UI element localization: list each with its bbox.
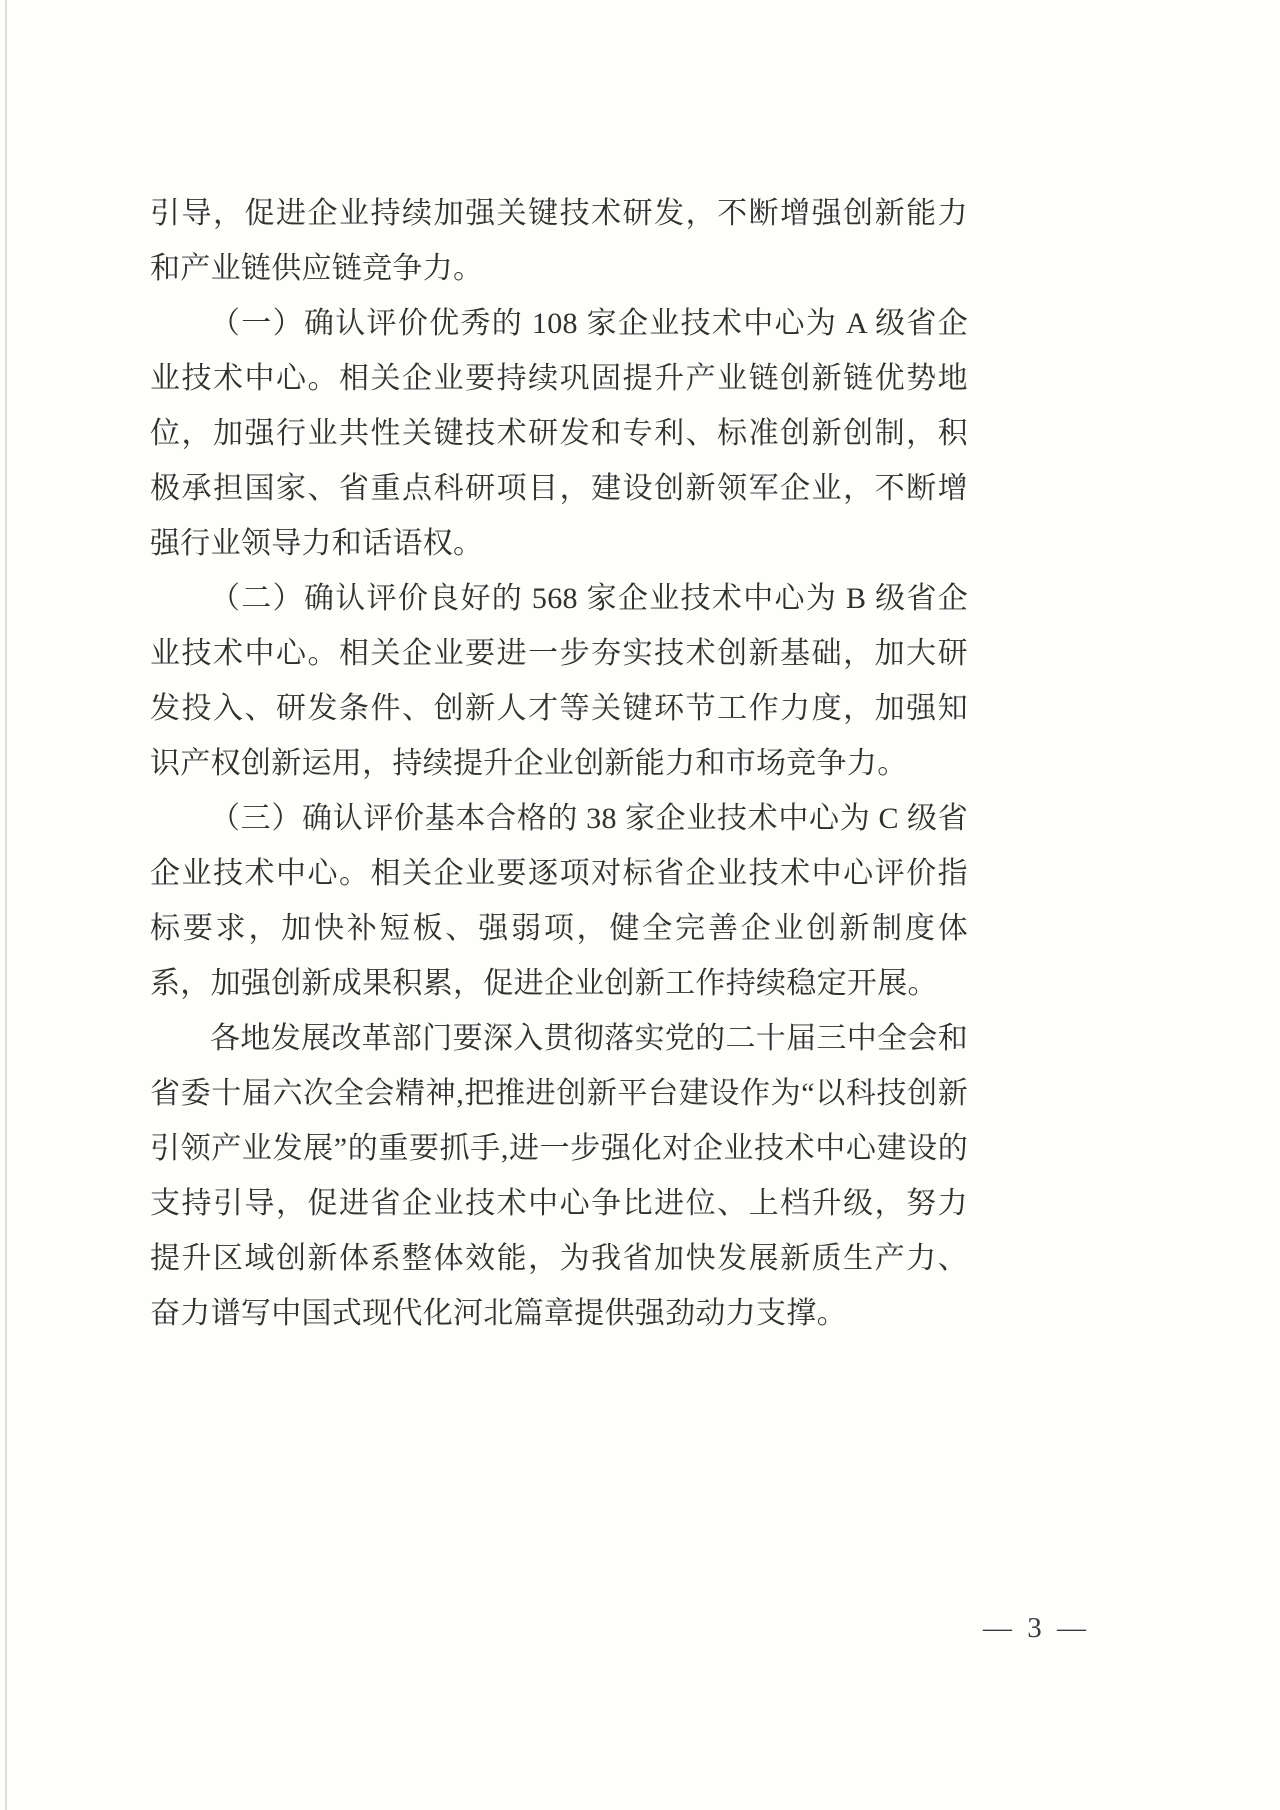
document-body xyxy=(150,186,968,1341)
body-paragraph-closing: 各地发展改革部门要深入贯彻落实党的二十届三中全会和省委十届六次全会精神,把推进创新平台建设作为“以科技创新引领产业发展”的重要抓手,进一步强化对企业技术中心建设的支持引导，促进省企业技术中心争比进位、上档升级，努力提升区域创新体系整体效能，为我省加快发展新质生产力、奋力谱写中国式现代化河北篇章提供强劲动力支撑。 xyxy=(150,1022,968,1330)
body-paragraph-item-2: （二）确认评价良好的 568 家企业技术中心为 B 级省企业技术中心。相关企业要进一步夯实技术创新基础，加大研发投入、研发条件、创新人才等关键环节工作力度，加强知识产权创新运用，持续提升企业创新能力和市场竞争力。 xyxy=(150,582,968,780)
body-paragraph-item-3: （三）确认评价基本合格的 38 家企业技术中心为 C 级省企业技术中心。相关企业要逐项对标省企业技术中心评价指标要求，加快补短板、强弱项，健全完善企业创新制度体系，加强创新成果积累，促进企业创新工作持续稳定开展。 xyxy=(150,802,968,1000)
scan-edge-line xyxy=(5,0,7,1810)
body-paragraph-continuation: 引导，促进企业持续加强关键技术研发，不断增强创新能力和产业链供应链竞争力。 xyxy=(150,197,968,285)
body-paragraph-item-1: （一）确认评价优秀的 108 家企业技术中心为 A 级省企业技术中心。相关企业要持续巩固提升产业链创新链优势地位，加强行业共性关键技术研发和专利、标准创新创制，积极承担国家、省重点科研项目，建设创新领军企业，不断增强行业领导力和话语权。 xyxy=(150,307,968,560)
page-number: — 3 — xyxy=(983,1612,1090,1644)
